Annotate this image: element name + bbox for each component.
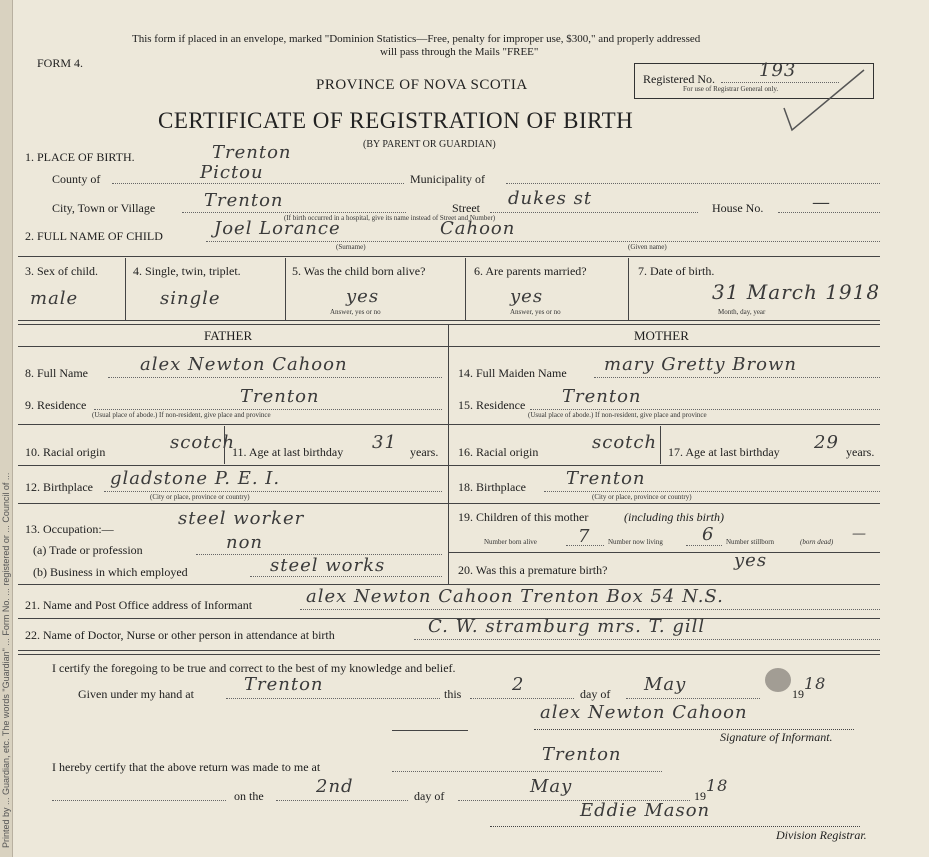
parents-married-label: 6. Are parents married? <box>474 264 587 278</box>
county-value: Pictou <box>200 162 264 183</box>
premature-value: yes <box>734 550 768 571</box>
father-birthplace-value: gladstone P. E. I. <box>110 468 281 489</box>
single-value: single <box>160 288 221 309</box>
municipality-label: Municipality of <box>410 172 485 186</box>
street-label: Street <box>452 201 480 215</box>
form-number: FORM 4. <box>37 56 84 70</box>
certificate-title: CERTIFICATE OF REGISTRATION OF BIRTH <box>158 108 634 133</box>
registrar-statement: I hereby certify that the above return was made to me at <box>52 760 321 774</box>
mother-residence-value: Trenton <box>562 386 642 407</box>
father-birthplace-caption: (City or place, province or country) <box>150 493 250 501</box>
parents-married-caption: Answer, yes or no <box>510 308 561 316</box>
registered-label: Registered No. <box>643 72 715 86</box>
edge-text: Printed by ... Guardian, etc. The words "Guardian" ... Form No. ... registered or ... Council of ... <box>1 472 11 848</box>
given-day-value: 2 <box>512 674 525 695</box>
town-label: City, Town or Village <box>52 201 156 215</box>
father-residence-value: Trenton <box>240 386 320 407</box>
doctor-value: C. W. stramburg mrs. T. gill <box>428 616 706 637</box>
now-living-count: 6 <box>702 524 715 545</box>
informant-signature-caption: Signature of Informant. <box>720 730 833 744</box>
mother-birthplace-label: 18. Birthplace <box>458 480 526 494</box>
stillborn-label: Number stillborn <box>726 538 775 546</box>
place-of-birth-label: 1. PLACE OF BIRTH. <box>25 150 135 164</box>
registrar-checkmark <box>780 68 870 138</box>
wax-seal <box>765 668 791 692</box>
house-label: House No. <box>712 201 764 215</box>
father-occupation-value: steel worker <box>178 508 305 529</box>
mother-residence-label: 15. Residence <box>458 398 526 412</box>
given-year-value: 18 <box>804 674 827 693</box>
this-label: this <box>444 687 462 701</box>
mother-age-value: 29 <box>814 432 839 453</box>
premature-label: 20. Was this a premature birth? <box>458 563 608 577</box>
child-surname: Cahoon <box>440 218 516 239</box>
town-value: Trenton <box>204 190 284 211</box>
given-name-caption: (Given name) <box>628 243 667 251</box>
province-heading: PROVINCE OF NOVA SCOTIA <box>316 77 528 93</box>
registrar-month-value: May <box>530 776 573 797</box>
born-alive-count-label: Number born alive <box>484 538 537 546</box>
mother-header: MOTHER <box>634 328 689 343</box>
registrar-day-value: 2nd <box>316 776 354 797</box>
parents-married-value: yes <box>510 286 544 307</box>
father-racial-value: scotch <box>170 432 236 453</box>
father-racial-label: 10. Racial origin <box>25 445 106 459</box>
father-age-unit: years. <box>410 445 439 459</box>
mother-birthplace-caption: (City or place, province or country) <box>592 493 692 501</box>
child-name-label: 2. FULL NAME OF CHILD <box>25 229 163 243</box>
born-alive-label: 5. Was the child born alive? <box>292 264 426 278</box>
registered-note: For use of Registrar General only. <box>683 85 779 93</box>
mother-age-unit: years. <box>846 445 875 459</box>
surname-caption: (Surname) <box>336 243 366 251</box>
father-residence-label: 9. Residence <box>25 398 87 412</box>
father-business-label: (b) Business in which employed <box>33 565 188 579</box>
father-header: FATHER <box>204 328 253 343</box>
mother-residence-caption: (Usual place of abode.) If non-resident, give place and province <box>528 411 707 419</box>
given-place-value: Trenton <box>244 674 324 695</box>
father-name-value: alex Newton Cahoon <box>140 354 348 375</box>
mother-children-note: (including this birth) <box>624 510 724 524</box>
mail-notice-line2: will pass through the Mails "FREE" <box>380 46 539 58</box>
place-of-birth-value: Trenton <box>212 142 292 163</box>
day-of-label: day of <box>580 687 611 701</box>
certify-statement: I certify the foregoing to be true and correct to the best of my knowledge and belief. <box>52 661 456 675</box>
child-given-name: Joel Lorance <box>214 218 341 239</box>
given-month-value: May <box>644 674 687 695</box>
sex-value: male <box>30 288 79 309</box>
informant-signature: alex Newton Cahoon <box>540 702 748 723</box>
mother-birthplace-value: Trenton <box>566 468 646 489</box>
father-trade-label: (a) Trade or profession <box>33 543 143 557</box>
mother-racial-value: scotch <box>592 432 658 453</box>
mother-children-label: 19. Children of this mother <box>458 510 589 524</box>
stillborn-note: (born dead) <box>800 538 834 546</box>
given-under-label: Given under my hand at <box>78 687 194 701</box>
father-residence-caption: (Usual place of abode.) If non-resident, give place and province <box>92 411 271 419</box>
registrar-place-value: Trenton <box>542 744 622 765</box>
mother-name-value: mary Gretty Brown <box>604 354 797 375</box>
father-age-label: 11. Age at last birthday <box>232 445 344 459</box>
registrar-year-prefix: 19 <box>694 789 706 803</box>
doctor-label: 22. Name of Doctor, Nurse or other person in attendance at birth <box>25 628 335 642</box>
county-label: County of <box>52 172 101 186</box>
informant-label: 21. Name and Post Office address of Informant <box>25 598 253 612</box>
father-occupation-label: 13. Occupation:— <box>25 522 114 536</box>
sex-label: 3. Sex of child. <box>25 264 98 278</box>
registrar-day-of-label: day of <box>414 789 445 803</box>
now-living-label: Number now living <box>608 538 663 546</box>
house-value: — <box>812 192 831 213</box>
certificate-subtitle: (BY PARENT OR GUARDIAN) <box>363 139 496 150</box>
born-alive-caption: Answer, yes or no <box>330 308 381 316</box>
father-age-value: 31 <box>372 432 397 453</box>
father-trade-value: non <box>226 532 264 553</box>
registrar-signature: Eddie Mason <box>580 800 711 821</box>
registered-value: 193 <box>759 60 797 81</box>
mother-age-label: 17. Age at last birthday <box>668 445 780 459</box>
stillborn-count: — <box>852 526 867 542</box>
single-label: 4. Single, twin, triplet. <box>133 264 241 278</box>
date-of-birth-value: 31 March 1918 <box>712 280 881 304</box>
father-birthplace-label: 12. Birthplace <box>25 480 93 494</box>
hospital-note: (If birth occurred in a hospital, give its name instead of Street and Number) <box>284 214 496 222</box>
father-business-value: steel works <box>270 555 386 576</box>
father-name-label: 8. Full Name <box>25 366 88 380</box>
mother-racial-label: 16. Racial origin <box>458 445 539 459</box>
date-of-birth-label: 7. Date of birth. <box>638 264 715 278</box>
on-the-label: on the <box>234 789 264 803</box>
born-alive-value: yes <box>346 286 380 307</box>
informant-value: alex Newton Cahoon Trenton Box 54 N.S. <box>306 586 724 607</box>
binding-edge <box>0 0 13 857</box>
mail-notice-line1: This form if placed in an envelope, marked "Dominion Statistics—Free, penalty for improper use, $300," and properly addressed <box>132 33 701 45</box>
given-year-prefix: 19 <box>792 687 804 701</box>
street-value: dukes st <box>508 188 593 209</box>
mother-name-label: 14. Full Maiden Name <box>458 366 567 380</box>
born-alive-count: 7 <box>578 526 591 547</box>
registrar-signature-caption: Division Registrar. <box>776 828 867 842</box>
date-of-birth-caption: Month, day, year <box>718 308 766 316</box>
registrar-year-value: 18 <box>706 776 729 795</box>
